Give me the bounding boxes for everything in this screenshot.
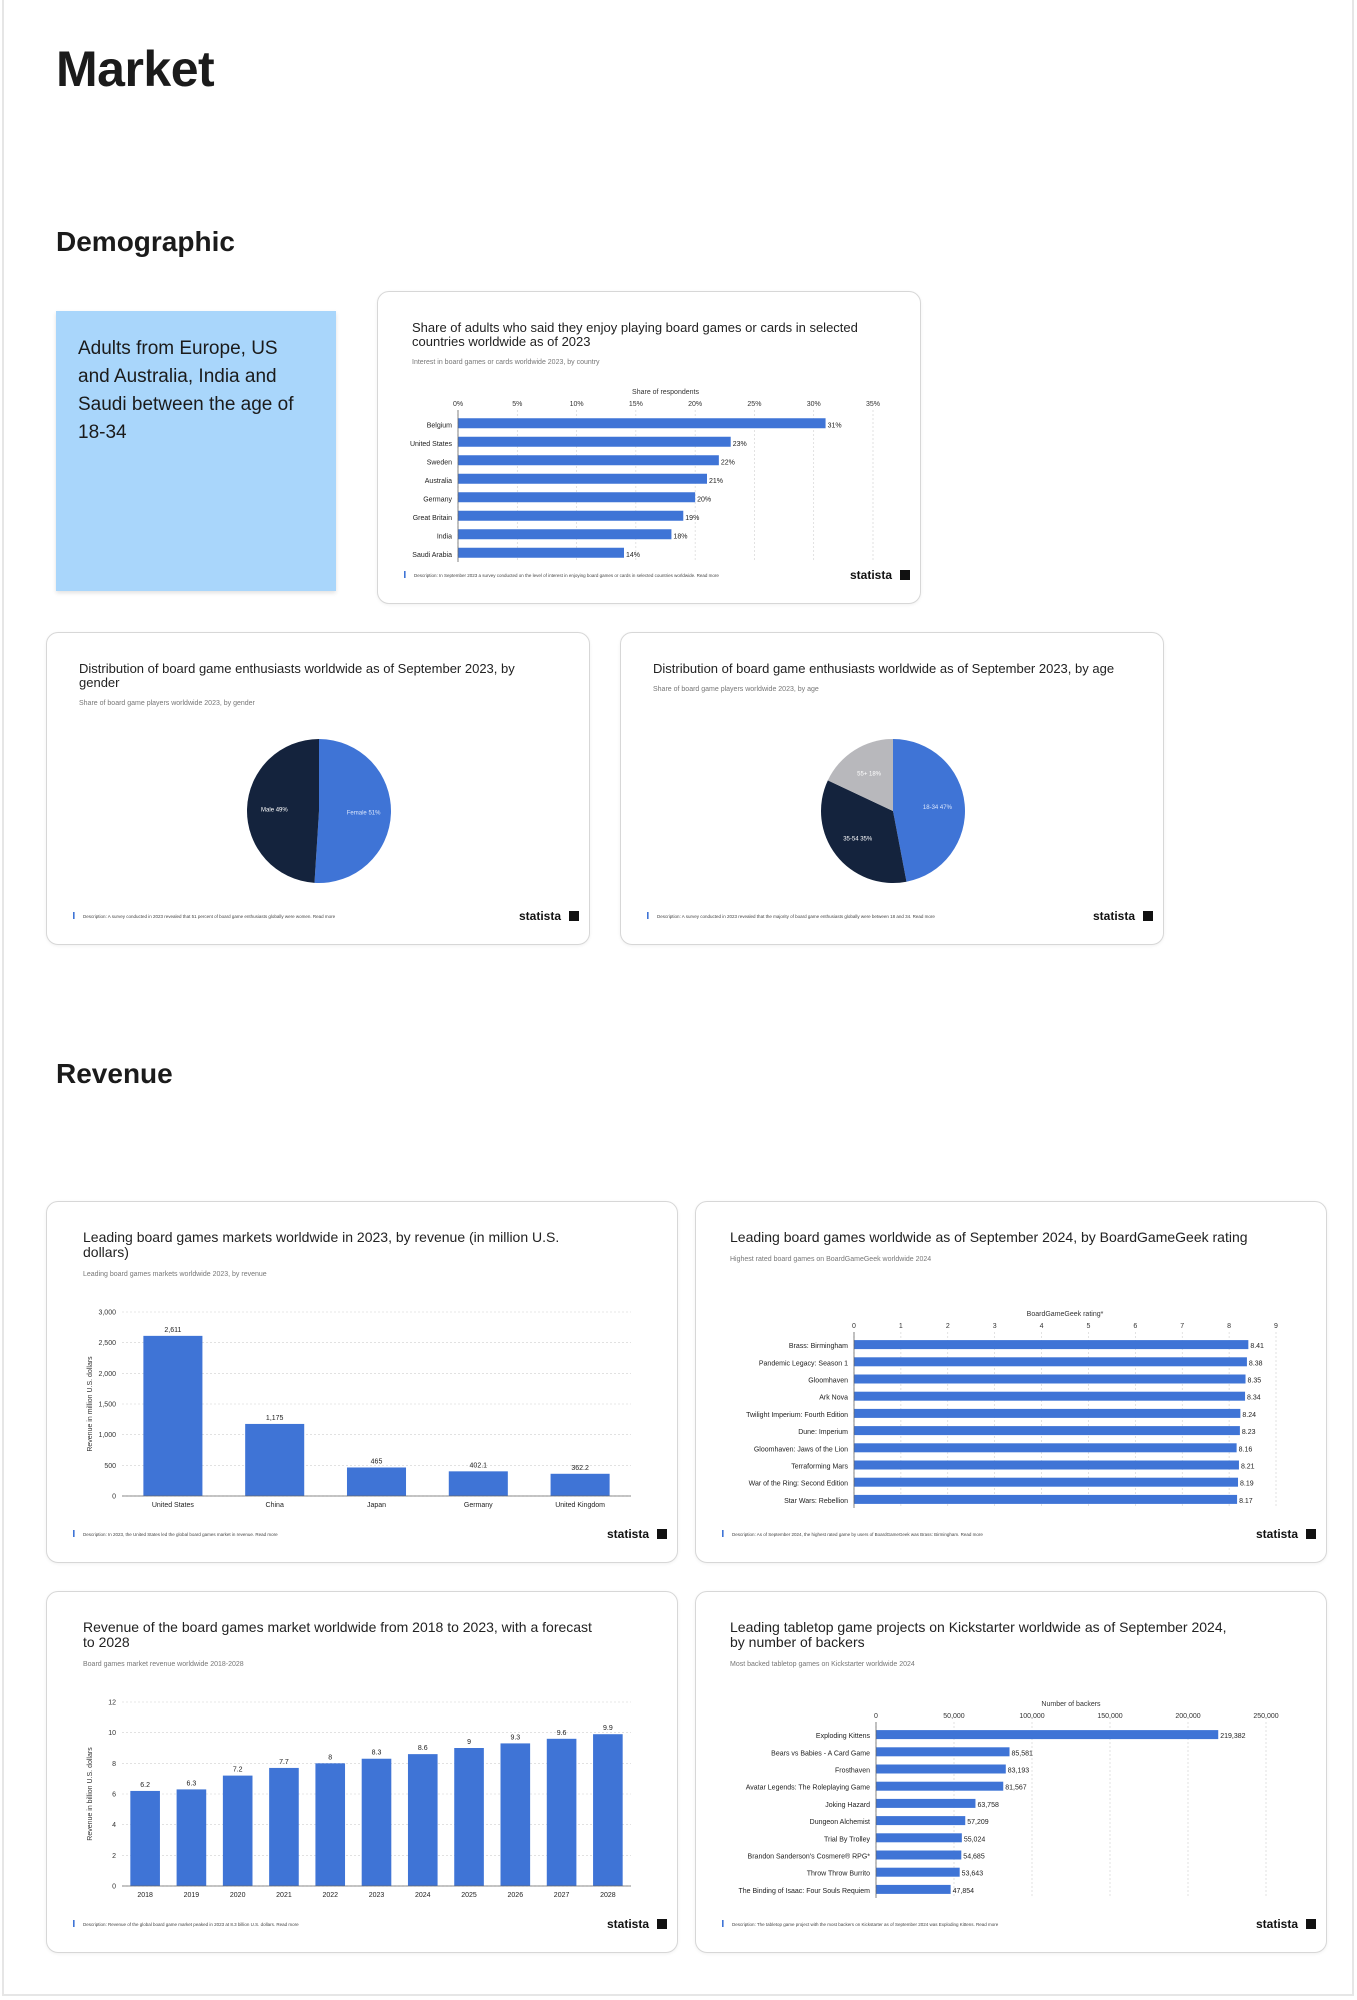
x-tick-label: 200,000 [1175, 1713, 1201, 1720]
category-label: Gloomhaven: Jaws of the Lion [753, 1446, 848, 1454]
bar [876, 1833, 962, 1842]
category-label: Bears vs Babies - A Card Game [771, 1750, 870, 1758]
value-label: 8.23 [1241, 1429, 1256, 1437]
bar [876, 1765, 1006, 1774]
y-tick-label: 0 [112, 1493, 116, 1501]
category-label: United States [409, 440, 452, 448]
bar [593, 1734, 623, 1886]
category-label: United Kingdom [555, 1502, 606, 1509]
y-tick-label: 6 [112, 1791, 116, 1799]
category-label: 2020 [229, 1892, 246, 1899]
chart-subtitle: Highest rated board games on BoardGameGeek worldwide 2024 [730, 1256, 932, 1263]
bar [854, 1392, 1245, 1401]
statista-logo-mark [569, 911, 579, 921]
chart-card-revenue-forecast[interactable] [46, 1591, 678, 1953]
y-tick-label: 4 [112, 1822, 116, 1830]
chart-card-markets-revenue[interactable] [46, 1201, 678, 1563]
x-axis-label: Share of respondents [632, 389, 699, 396]
category-label: Dungeon Alchemist [809, 1819, 870, 1827]
bar [854, 1357, 1247, 1366]
statista-logo-mark [900, 570, 910, 580]
bar [876, 1885, 951, 1894]
chart-subtitle: Board games market revenue worldwide 2018-2028 [83, 1661, 244, 1668]
category-label: 2025 [461, 1892, 477, 1899]
bar [143, 1336, 202, 1496]
chart-title-line: gender [79, 675, 120, 690]
bar [876, 1851, 961, 1860]
chart-title-line: countries worldwide as of 2023 [412, 334, 591, 349]
y-tick-label: 2,000 [98, 1370, 116, 1378]
category-label: China [265, 1502, 284, 1509]
value-label: 8.3 [371, 1749, 382, 1757]
bar [458, 455, 719, 465]
statista-logo: statista [1093, 909, 1136, 923]
footer-marker [722, 1530, 724, 1537]
chart-card-bgg-rating[interactable] [695, 1201, 1327, 1563]
value-label: 402.1 [469, 1462, 488, 1470]
chart-title-line: Leading tabletop game projects on Kickstarter worldwide as of September 2024, [730, 1619, 1227, 1635]
chart-subtitle: Share of board game players worldwide 2023, by gender [79, 700, 255, 707]
value-label: 8.16 [1238, 1446, 1253, 1454]
chart-svg [378, 292, 920, 603]
category-label: 2027 [553, 1892, 570, 1899]
value-label: 23% [732, 440, 747, 448]
bar [449, 1471, 508, 1496]
chart-title-line: Distribution of board game enthusiasts worldwide as of September 2023, by age [653, 661, 1115, 676]
value-label: 8.19 [1240, 1480, 1254, 1488]
bar [130, 1791, 160, 1886]
category-label: Gloomhaven [808, 1377, 848, 1385]
x-axis-label: BoardGameGeek rating* [1026, 1311, 1104, 1318]
value-label: 362.2 [571, 1464, 589, 1472]
slice-label: 35-54 35% [843, 836, 873, 843]
bar [458, 492, 695, 502]
y-tick-label: 10 [108, 1730, 116, 1738]
bar [876, 1799, 975, 1808]
bar [177, 1789, 207, 1886]
category-label: 2024 [414, 1892, 431, 1899]
bar [547, 1739, 577, 1886]
value-label: 20% [697, 496, 712, 504]
x-tick-label: 250,000 [1253, 1713, 1279, 1720]
chart-title-line: Leading board games markets worldwide in 2023, by revenue (in million U.S. [83, 1229, 560, 1245]
x-tick-label: 9 [1274, 1323, 1278, 1330]
x-tick-label: 0 [852, 1323, 856, 1330]
category-label: Pandemic Legacy: Season 1 [758, 1360, 848, 1368]
value-label: 31% [827, 422, 842, 430]
y-tick-label: 2,500 [98, 1340, 116, 1348]
bar [269, 1768, 299, 1886]
x-tick-label: 8 [1227, 1323, 1232, 1330]
statista-logo-mark [1306, 1919, 1316, 1929]
bar [347, 1467, 406, 1496]
category-label: Australia [424, 477, 452, 485]
chart-title-line: dollars) [83, 1244, 129, 1260]
x-axis-label: Number of backers [1041, 1701, 1101, 1708]
chart-card-kickstarter[interactable] [695, 1591, 1327, 1953]
bar [854, 1375, 1246, 1384]
category-label: 2022 [322, 1892, 339, 1899]
category-label: Sweden [426, 459, 452, 467]
value-label: 7.2 [232, 1766, 243, 1774]
section-heading-revenue: Revenue [56, 1058, 173, 1089]
value-label: 219,382 [1220, 1733, 1246, 1741]
x-tick-label: 100,000 [1019, 1713, 1045, 1720]
value-label: 8.17 [1239, 1497, 1253, 1505]
category-label: United States [151, 1502, 194, 1509]
y-tick-label: 0 [112, 1883, 116, 1891]
bar [408, 1754, 438, 1886]
category-label: India [436, 533, 452, 541]
value-label: 54,685 [963, 1853, 985, 1861]
bar [854, 1461, 1239, 1470]
chart-footer: Description: A survey conducted in 2023 revealed that the majority of board game enthusiasts globally were between 18 and 34. Read more [657, 914, 935, 919]
y-tick-label: 8 [112, 1760, 116, 1768]
statista-logo-mark [657, 1919, 667, 1929]
footer-marker [73, 1920, 75, 1927]
category-label: Star Wars: Rebellion [784, 1497, 848, 1505]
x-tick-label: 1 [898, 1323, 903, 1330]
value-label: 22% [720, 459, 735, 467]
chart-footer: Description: A survey conducted in 2023 revealed that 51 percent of board game enthusiasts globally were women. Read more [83, 914, 336, 919]
chart-title-line: Revenue of the board games market worldwide from 2018 to 2023, with a forecast [83, 1619, 592, 1635]
chart-subtitle: Leading board games markets worldwide 2023, by revenue [83, 1271, 267, 1278]
statista-logo: statista [1256, 1917, 1299, 1931]
bar [876, 1782, 1003, 1791]
value-label: 6.2 [140, 1781, 151, 1789]
category-label: Throw Throw Burrito [806, 1870, 870, 1878]
chart-subtitle: Most backed tabletop games on Kickstarter worldwide 2024 [730, 1661, 915, 1668]
value-label: 7.7 [279, 1758, 289, 1766]
footer-marker [404, 571, 406, 578]
value-label: 8.41 [1250, 1343, 1264, 1351]
x-tick-label: 2 [945, 1323, 950, 1330]
bar [854, 1495, 1237, 1504]
value-label: 55,024 [963, 1836, 986, 1844]
category-label: Germany [463, 1502, 493, 1509]
value-label: 83,193 [1007, 1767, 1030, 1775]
value-label: 21% [709, 477, 724, 485]
category-label: The Binding of Isaac: Four Souls Requiem [738, 1887, 870, 1895]
bar [854, 1443, 1237, 1452]
y-tick-label: 1,500 [98, 1401, 116, 1409]
x-tick-label: 5 [1086, 1323, 1091, 1330]
x-tick-label: 0 [874, 1713, 878, 1720]
chart-svg [621, 633, 1163, 944]
value-label: 9.3 [510, 1734, 521, 1742]
value-label: 9 [467, 1739, 471, 1746]
chart-svg [47, 1202, 677, 1562]
value-label: 8.6 [417, 1745, 428, 1753]
statista-logo: statista [607, 1527, 650, 1541]
chart-card-gender[interactable] [46, 632, 590, 945]
value-label: 8.24 [1242, 1411, 1256, 1419]
chart-subtitle: Interest in board games or cards worldwide 2023, by country [412, 359, 600, 366]
value-label: 2,611 [164, 1326, 182, 1334]
value-label: 9.6 [556, 1729, 567, 1737]
bar [876, 1747, 1010, 1756]
x-tick-label: 30% [806, 401, 821, 408]
value-label: 8.38 [1248, 1360, 1263, 1368]
chart-title-line: Leading board games worldwide as of September 2024, by BoardGameGeek rating [730, 1229, 1248, 1245]
footer-marker [73, 912, 75, 919]
chart-svg [47, 633, 589, 944]
category-label: 2019 [183, 1892, 200, 1899]
category-label: Trial By Trolley [823, 1836, 870, 1844]
value-label: 465 [370, 1458, 383, 1466]
slice-label: Male 49% [261, 807, 288, 814]
chart-subtitle: Share of board game players worldwide 2023, by age [653, 686, 819, 693]
category-label: Joking Hazard [825, 1801, 870, 1809]
statista-logo: statista [607, 1917, 650, 1931]
bar [854, 1409, 1240, 1418]
category-label: Exploding Kittens [815, 1733, 870, 1741]
x-tick-label: 0% [452, 401, 464, 408]
value-label: 9.9 [602, 1725, 613, 1733]
chart-footer: Description: Revenue of the global board game market peaked in 2023 at 8.3 billion U.S. dollars. Read more [83, 1922, 299, 1927]
y-tick-label: 500 [104, 1462, 116, 1470]
bar [223, 1776, 253, 1886]
category-label: Terraforming Mars [791, 1463, 848, 1471]
value-label: 6.3 [186, 1780, 197, 1788]
x-tick-label: 4 [1039, 1323, 1044, 1330]
section-heading-demographic: Demographic [56, 226, 235, 257]
value-label: 47,854 [952, 1887, 975, 1895]
bar [315, 1763, 345, 1886]
value-label: 1,175 [265, 1414, 284, 1422]
bar [458, 511, 683, 521]
sticky-note[interactable] [56, 311, 336, 591]
bar [876, 1816, 965, 1825]
chart-card-enjoy-by-country[interactable] [377, 291, 921, 604]
bar [458, 437, 731, 447]
statista-logo-mark [1306, 1529, 1316, 1539]
bar [458, 529, 671, 539]
x-tick-label: 50,000 [943, 1713, 965, 1720]
value-label: 8.35 [1247, 1377, 1262, 1385]
bar [854, 1426, 1240, 1435]
footer-marker [722, 1920, 724, 1927]
x-tick-label: 10% [569, 401, 584, 408]
value-label: 81,567 [1005, 1784, 1027, 1792]
bar [245, 1424, 304, 1496]
category-label: Germany [423, 496, 452, 504]
category-label: 2018 [137, 1892, 153, 1899]
footer-marker [647, 912, 649, 919]
statista-logo-mark [1143, 911, 1153, 921]
value-label: 19% [685, 514, 700, 522]
x-tick-label: 15% [628, 401, 643, 408]
bar [501, 1743, 531, 1886]
x-tick-label: 7 [1180, 1323, 1185, 1330]
category-label: Great Britain [412, 514, 452, 522]
x-tick-label: 25% [747, 401, 762, 408]
chart-title-line: by number of backers [730, 1634, 865, 1650]
bar [876, 1730, 1218, 1739]
x-tick-label: 3 [992, 1323, 997, 1330]
bar [458, 418, 826, 428]
category-label: Belgium [426, 422, 452, 430]
value-label: 14% [626, 551, 641, 559]
category-label: Dune: Imperium [798, 1429, 848, 1437]
page-title: Market [56, 41, 215, 97]
chart-svg [696, 1202, 1326, 1562]
chart-title-line: to 2028 [83, 1634, 130, 1650]
y-tick-label: 12 [108, 1699, 116, 1707]
category-label: 2021 [276, 1892, 292, 1899]
bar [854, 1340, 1248, 1349]
category-label: Brass: Birmingham [788, 1343, 848, 1351]
value-label: 63,758 [977, 1801, 999, 1809]
chart-svg [47, 1592, 677, 1952]
x-tick-label: 6 [1133, 1323, 1138, 1330]
footer-marker [73, 1530, 75, 1537]
x-tick-label: 20% [688, 401, 703, 408]
x-tick-label: 5% [512, 401, 523, 408]
x-tick-label: 150,000 [1097, 1713, 1123, 1720]
y-axis-label: Revenue in million U.S. dollars [87, 1356, 94, 1452]
bar [854, 1478, 1238, 1487]
bar [551, 1474, 610, 1496]
value-label: 18% [673, 533, 688, 541]
bar [458, 548, 624, 558]
chart-title-line: Share of adults who said they enjoy playing board games or cards in selected [412, 320, 858, 335]
y-tick-label: 1,000 [98, 1432, 116, 1440]
value-label: 53,643 [961, 1870, 984, 1878]
bar [876, 1868, 960, 1877]
chart-title-line: Distribution of board game enthusiasts worldwide as of September 2023, by [79, 661, 515, 676]
category-label: Ark Nova [819, 1394, 848, 1402]
value-label: 8.34 [1247, 1394, 1261, 1402]
chart-svg [696, 1592, 1326, 1952]
statista-logo: statista [519, 909, 562, 923]
category-label: 2026 [507, 1892, 524, 1899]
statista-logo: statista [850, 568, 893, 582]
category-label: 2028 [600, 1892, 616, 1899]
x-tick-label: 35% [865, 401, 881, 408]
y-tick-label: 3,000 [98, 1309, 116, 1317]
chart-footer: Description: In September 2023 a survey conducted on the level of interest in enjoying board games or cards in selected countries worldwide. Read more [414, 573, 719, 578]
category-label: Frosthaven [834, 1767, 870, 1775]
y-axis-label: Revenue in billion U.S. dollars [87, 1747, 94, 1841]
category-label: Twilight Imperium: Fourth Edition [746, 1411, 848, 1419]
bar [458, 474, 707, 484]
value-label: 8 [328, 1754, 333, 1762]
statista-logo: statista [1256, 1527, 1299, 1541]
chart-footer: Description: In 2023, the United States led the global board games market in revenue. Read more [83, 1532, 278, 1537]
value-label: 85,581 [1011, 1750, 1033, 1758]
value-label: 57,209 [967, 1819, 989, 1827]
bar [454, 1748, 484, 1886]
chart-card-age[interactable] [620, 632, 1164, 945]
bar [362, 1759, 392, 1886]
chart-footer: Description: As of September 2024, the highest rated game by users of BoardGameGeek was Brass: Birmingham. Read more [732, 1532, 983, 1537]
category-label: Brandon Sanderson's Cosmere® RPG* [747, 1853, 870, 1861]
slice-label: Female 51% [346, 810, 381, 817]
value-label: 8.21 [1240, 1463, 1255, 1471]
slice-label: 18-34 47% [922, 804, 952, 811]
statista-logo-mark [657, 1529, 667, 1539]
category-label: War of the Ring: Second Edition [748, 1480, 848, 1488]
chart-footer: Description: The tabletop game project with the most backers on Kickstarter as of September 2024 was Exploding Kittens. Read more [732, 1922, 999, 1927]
slice-label: 55+ 18% [857, 771, 882, 778]
category-label: Japan [366, 1502, 387, 1509]
category-label: 2023 [368, 1892, 385, 1899]
y-tick-label: 2 [112, 1852, 116, 1860]
category-label: Avatar Legends: The Roleplaying Game [745, 1784, 870, 1792]
sticky-note-text: Adults from Europe, US and Australia, India and Saudi between the age of 18-34 [78, 338, 294, 443]
category-label: Saudi Arabia [412, 551, 452, 559]
